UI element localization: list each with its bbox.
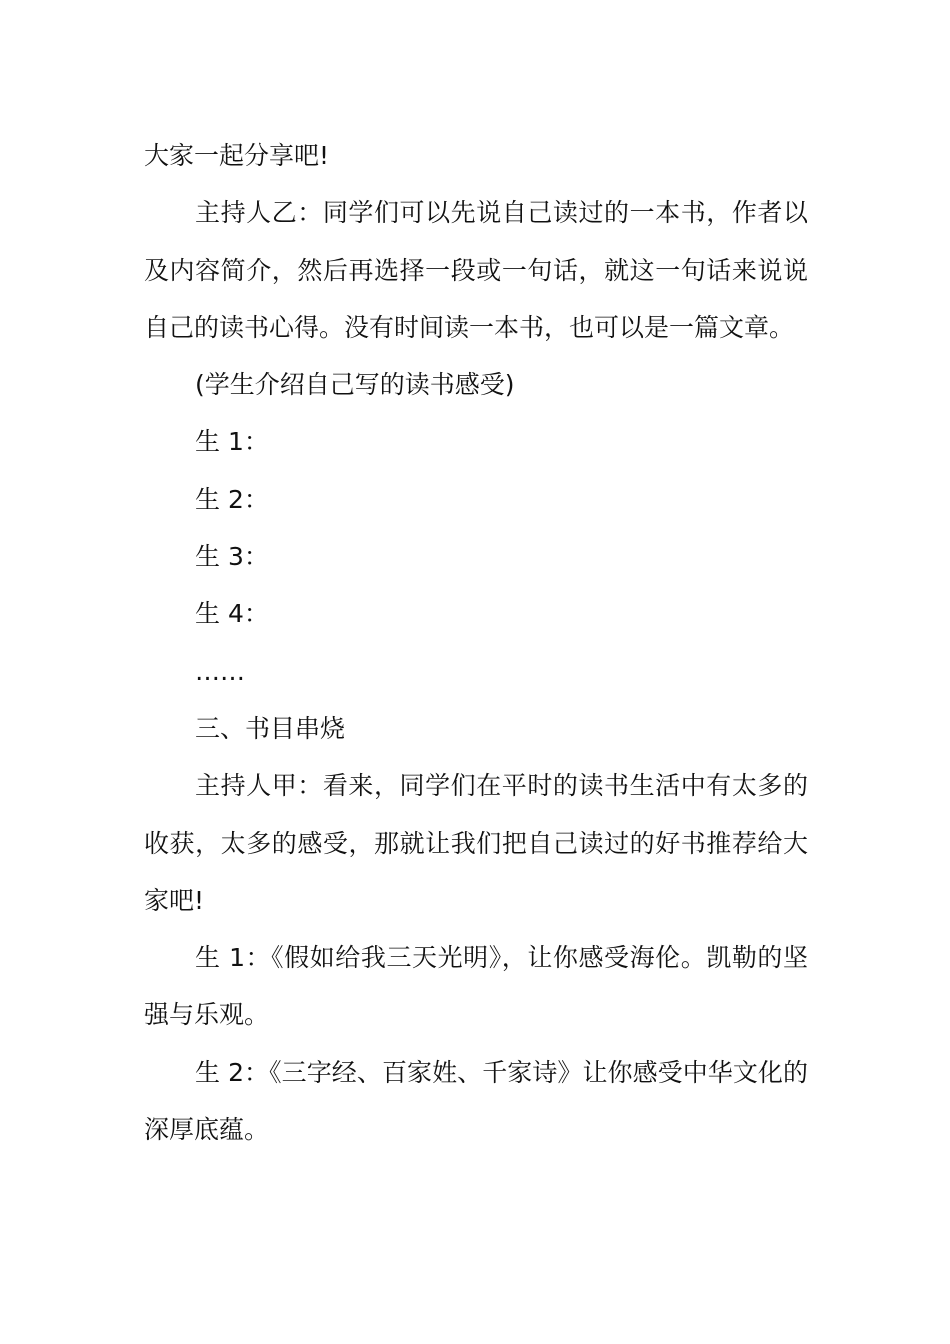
paragraph-host-b: 主持人乙：同学们可以先说自己读过的一本书，作者以及内容简介，然后再选择一段或一句话，就这一句话来说说自己的读书心得。没有时间读一本书，也可以是一篇文章。	[144, 198, 808, 342]
section-heading: 三、书目串烧	[195, 713, 346, 743]
paragraph-intro-closing: 大家一起分享吧!	[144, 141, 330, 170]
document-body	[144, 127, 808, 1158]
paragraph-student-3: 生 3：	[195, 542, 269, 572]
paragraph-student-1: 生 1：	[195, 427, 269, 457]
paragraph-host-a: 主持人甲：看来，同学们在平时的读书生活中有太多的收获，太多的感受，那就让我们把自己读过的好书推荐给大家吧!	[144, 771, 808, 915]
paragraph-stage-note: (学生介绍自己写的读书感受)	[195, 370, 515, 400]
paragraph-ellipsis: ……	[195, 656, 245, 686]
paragraph-student-2: 生 2：	[195, 484, 269, 514]
paragraph-recommendation-1: 生 1：《假如给我三天光明》，让你感受海伦。凯勒的坚强与乐观。	[144, 943, 808, 1030]
paragraph-recommendation-2: 生 2：《三字经、百家姓、千家诗》让你感受中华文化的深厚底蕴。	[144, 1057, 808, 1145]
paragraph-student-4: 生 4：	[195, 599, 269, 629]
